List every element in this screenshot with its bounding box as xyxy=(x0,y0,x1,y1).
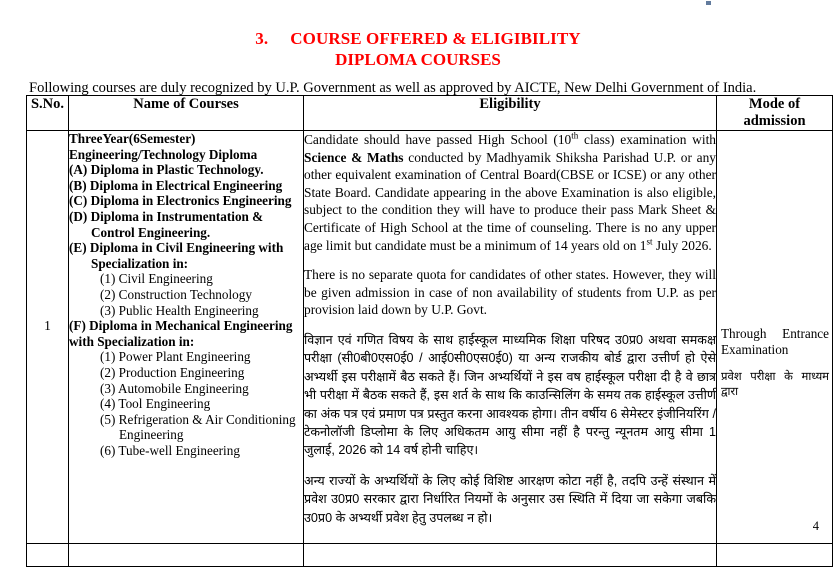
course-item: with Specialization in: xyxy=(69,333,195,349)
cell-sno xyxy=(27,131,69,544)
elig-p1-part-3: conducted by Madhyamik Shiksha Parishad U.P. or any other equivalent examination of Central Board(CBSE or ICSE) or any other State Board. Candidate appearing in the above Examination is also eligible, subject to the condition they will have to produce their pass Mark Sheet & Certificate of High School at the time of counseling. There is no any upper age limit but candidate must be a minimum of 14 years old on 1 xyxy=(304,149,716,253)
course-item: (B) Diploma in Electrical Engineering xyxy=(69,177,283,193)
cell-eligibility-empty xyxy=(304,544,717,567)
course-item: Engineering xyxy=(119,427,184,443)
courses-table xyxy=(26,95,833,567)
cell-course-names xyxy=(69,131,304,544)
course-item: (A) Diploma in Plastic Technology. xyxy=(69,162,264,178)
mode-of-admission-content xyxy=(717,326,833,400)
course-item: (2) Construction Technology xyxy=(100,286,252,302)
course-item: (D) Diploma in Instrumentation & xyxy=(69,208,264,224)
page-title-line-1 xyxy=(0,28,836,49)
course-item: (1) Power Plant Engineering xyxy=(100,349,251,365)
table-header-row xyxy=(27,96,833,131)
course-item: (6) Tube-well Engineering xyxy=(100,442,240,458)
course-item: (F) Diploma in Mechanical Engineering xyxy=(69,318,293,334)
intro-text: Following courses are duly recognized by U.P. Government as well as approved by AICTE, New Delhi Government of India. xyxy=(29,80,757,96)
course-item: Control Engineering. xyxy=(91,224,211,240)
page-subtitle: DIPLOMA COURSES xyxy=(335,50,501,69)
eligibility-paragraph-1 xyxy=(304,131,716,254)
eligibility-paragraph-4-hindi: अन्य राज्यों के अभ्यर्थियों के लिए कोई विशिष्ट आरक्षण कोटा नहीं है, तदपि उन्हें संस्थान में प्रवेश उ0प्र0 सरकार द्वारा निर्धारित नियमों के अनुसार उस स्थिति में दिया जा सकेगा जबकि उ0प्र0 के अभ्यर्थी प्रवेश हेतु उपलब्ध न हो। xyxy=(304,473,716,525)
course-item: (5) Refrigeration & Air Conditioning xyxy=(100,411,296,427)
course-item: (4) Tool Engineering xyxy=(100,396,211,412)
course-group-title-line-2: Engineering/Technology Diploma xyxy=(69,146,258,162)
cell-sno-empty xyxy=(27,544,69,567)
mode-text-hindi: प्रवेश परीक्षा के माध्यम द्वारा xyxy=(721,371,829,398)
scan-artifact-mark xyxy=(706,1,711,5)
table-row-empty xyxy=(27,544,833,567)
course-item: (1) Civil Engineering xyxy=(100,271,213,287)
course-item: (3) Public Health Engineering xyxy=(100,302,259,318)
column-header-sno: S.No. xyxy=(27,96,69,131)
column-header-eligibility: Eligibility xyxy=(304,96,717,131)
cell-course-names-empty xyxy=(69,544,304,567)
eligibility-paragraph-2: There is no separate quota for candidates of other states. However, they will be given admission in case of non availability of students from U.P. as per provision laid down by U.P. Govt. xyxy=(304,267,716,318)
page-title-main: COURSE OFFERED & ELIGIBILITY xyxy=(290,29,581,48)
elig-p1-bold-science-maths: Science & Maths xyxy=(304,149,404,165)
column-header-name: Name of Courses xyxy=(69,96,304,131)
elig-p1-part-1: Candidate should have passed High School (10 xyxy=(304,132,572,147)
table-body xyxy=(27,131,833,567)
page-number: 4 xyxy=(812,519,819,533)
course-item: (2) Production Engineering xyxy=(100,364,245,380)
section-number: 3. xyxy=(255,29,269,48)
course-item-list xyxy=(69,162,303,458)
elig-p1-part-4: July 2026. xyxy=(652,237,712,253)
mode-text-english: Through Entrance Examination xyxy=(721,326,829,357)
course-item: (E) Diploma in Civil Engineering with xyxy=(69,240,284,256)
course-item: (C) Diploma in Electronics Engineering xyxy=(69,193,292,209)
table-header xyxy=(27,96,833,131)
column-header-mode-line-2: admission xyxy=(743,113,806,129)
elig-p1-superscript-st: st xyxy=(646,236,653,247)
course-item: (3) Automobile Engineering xyxy=(100,380,249,396)
elig-p1-part-2: class) examination with xyxy=(578,132,716,147)
column-header-mode xyxy=(717,96,833,131)
cell-mode-of-admission xyxy=(717,131,833,544)
eligibility-paragraph-3-hindi: विज्ञान एवं गणित विषय के साथ हाईस्कूल माध्यमिक शिक्षा परिषद उ0प्र0 अथवा समकक्ष परीक्षा (सी0बी0एस0ई0 / आई0सी0एस0ई0) या अन्य राजकीय बोर्ड द्वारा उत्तीर्ण हो ऐसे अभ्यर्थी इस परीक्षामें बैठ सकते हैं। जिन अभ्यर्थियों ने इस वष हाईस्कूल परीक्षा दी है वे छात्र भी परीक्षा में बैठक सकते हैं, इस शर्त के साथ कि काउन्सिलिंग के समय तक हाईस्कूल उत्तीर्ण का अंक पत्र एवं प्रमाण पत्र प्रस्तुत करना आवश्यक होगा। तीन वर्षीय 6 सेमेस्टर इंजीनियरिंग / टेकनोलॉजी डिप्लोमा के लिए अधिकतम आयु सीमा नहीं है परन्तु न्यूनतम आयु सीमा 1 जुलाई, 2026 को 14 वर्ष होनी चाहिए। xyxy=(304,332,716,458)
elig-p1-superscript-th: th xyxy=(571,130,579,141)
course-group-title-line-1: ThreeYear(6Semester) xyxy=(69,131,196,146)
row-serial-number: 1 xyxy=(44,318,51,333)
table-row xyxy=(27,131,833,544)
column-header-mode-line-1: Mode of xyxy=(748,96,801,112)
course-item: Specialization in: xyxy=(91,255,189,271)
cell-eligibility xyxy=(304,131,717,544)
cell-mode-empty xyxy=(717,544,833,567)
page-title-block xyxy=(0,28,836,70)
